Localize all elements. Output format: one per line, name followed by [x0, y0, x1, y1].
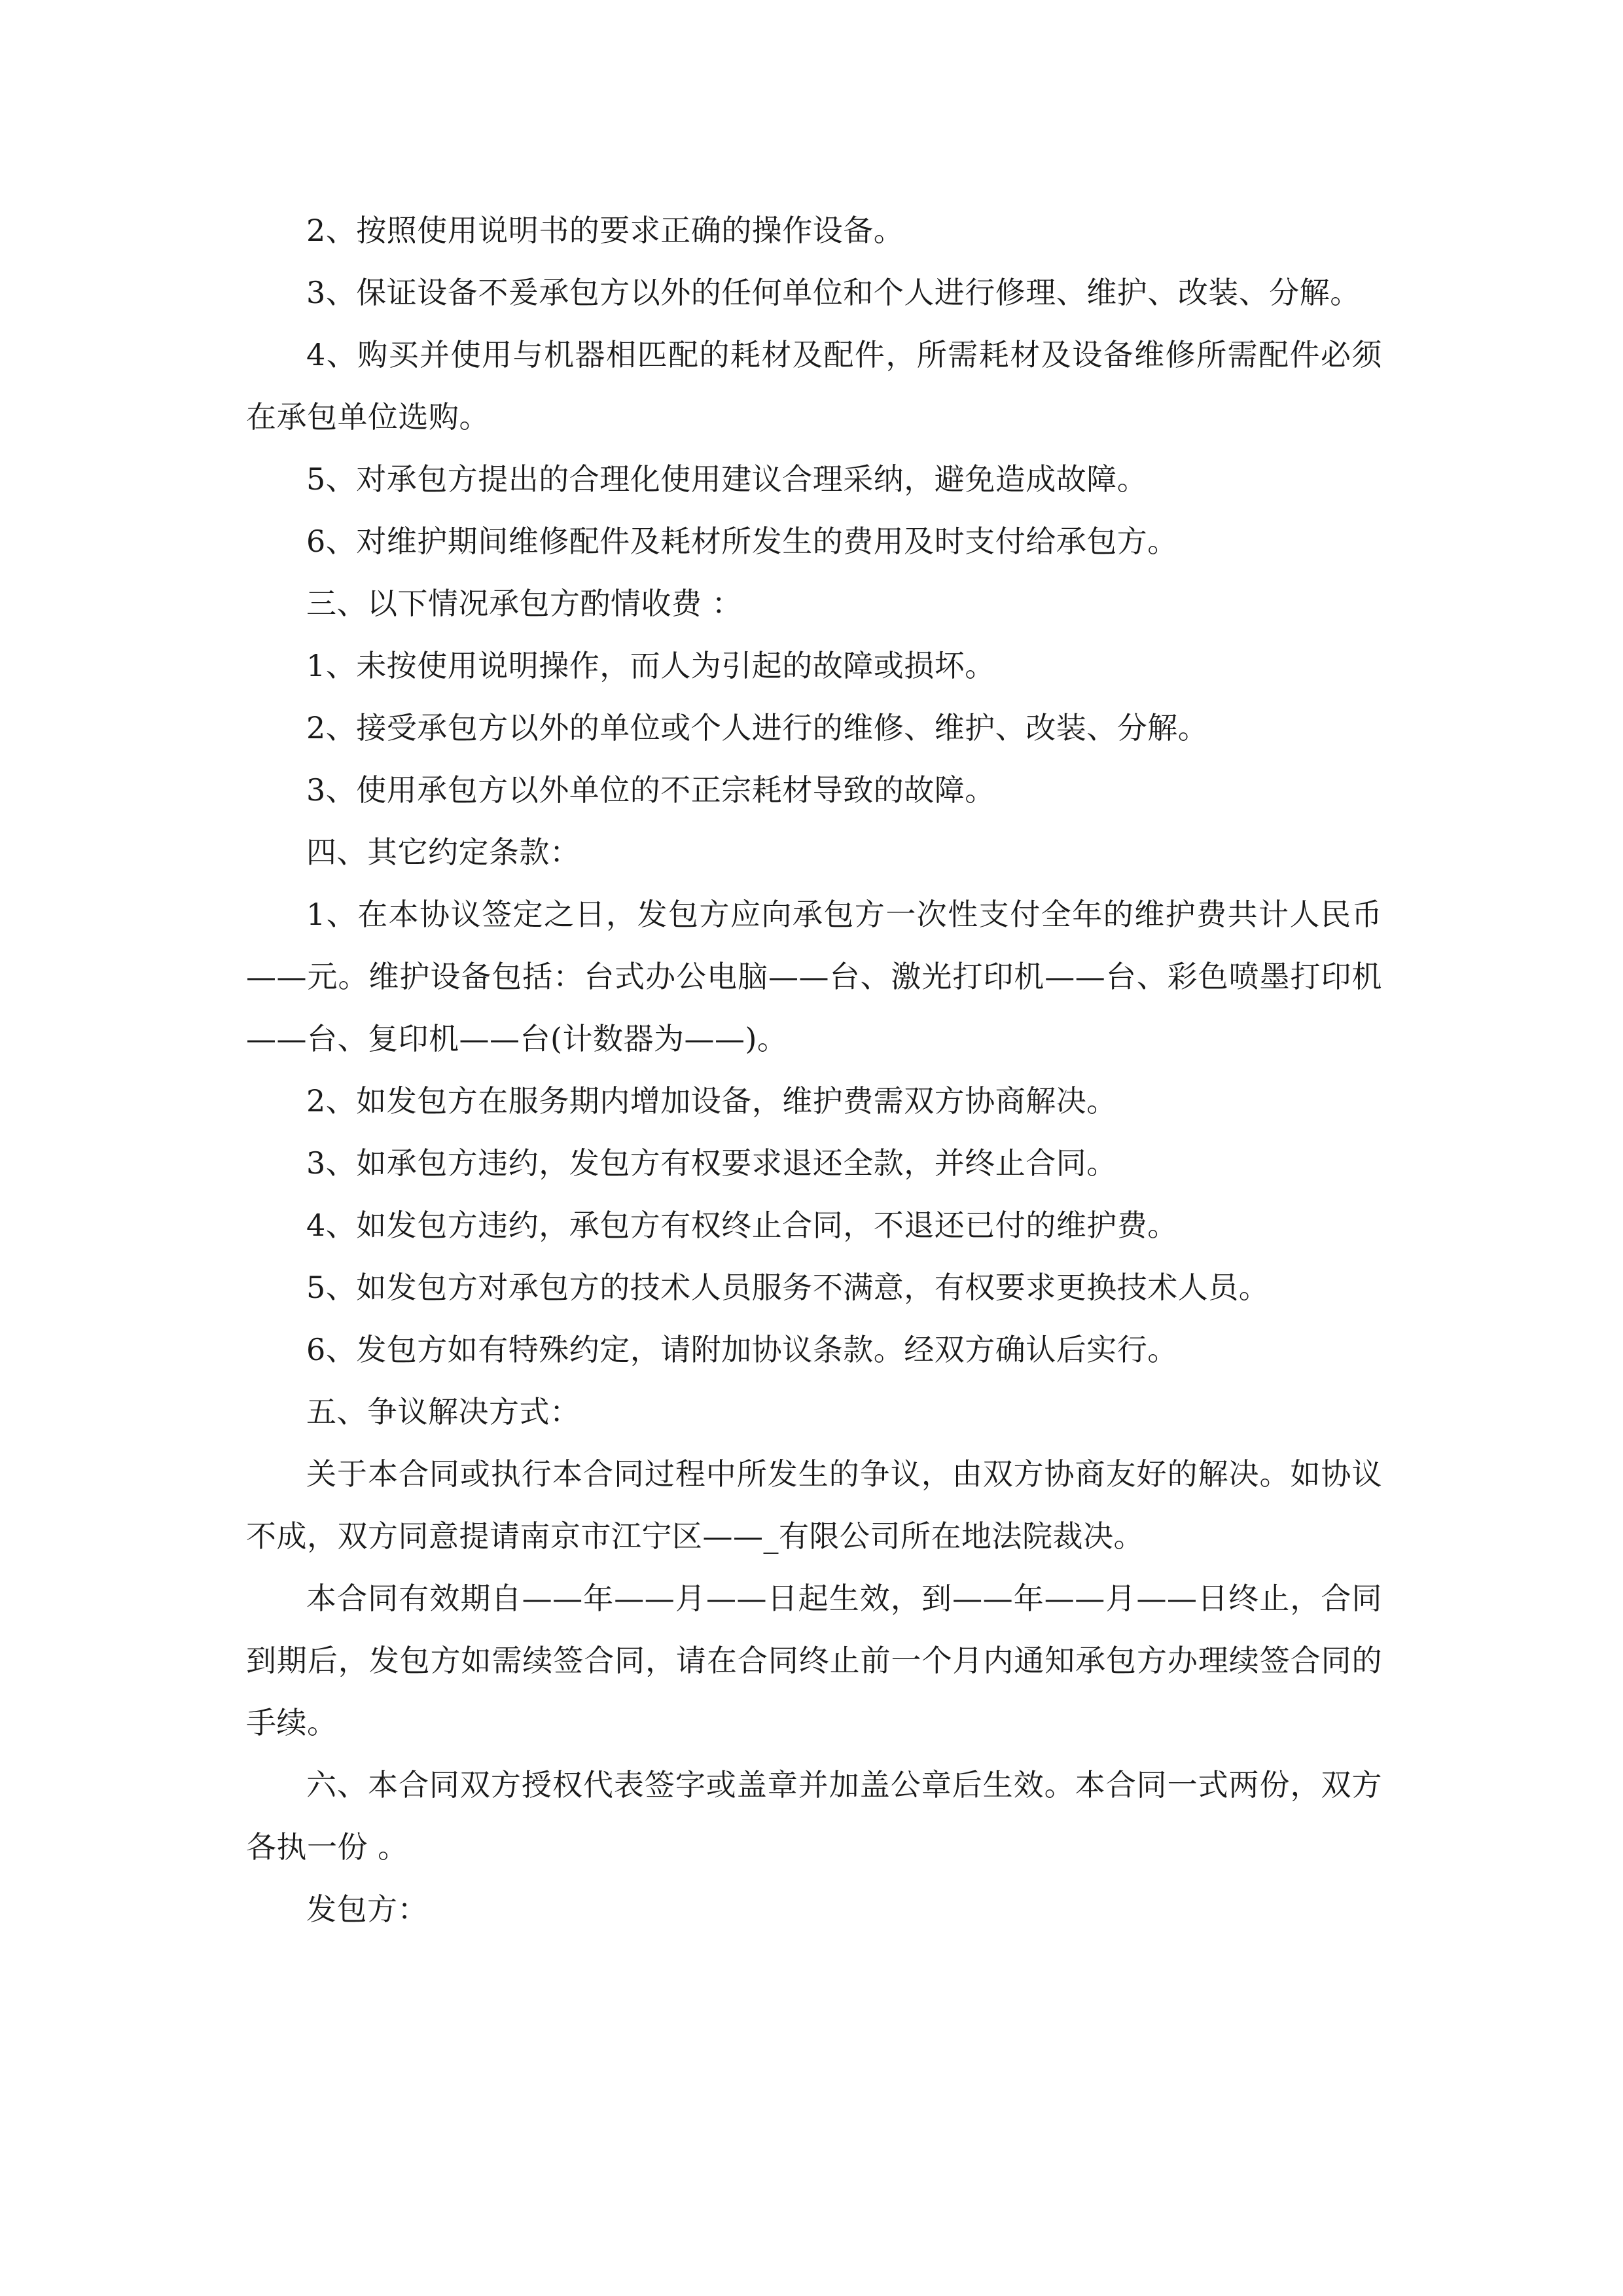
- term-replace-technician: 5、如发包方对承包方的技术人员服务不满意，有权要求更换技术人员。: [306, 1270, 1270, 1305]
- section-effective-clause: 六、本合同双方授权代表签字或盖章并加盖公章后生效。本合同一式两份，双方各执一份 。: [246, 1767, 1382, 1865]
- fee-case-third-party-service: 2、接受承包方以外的单位或个人进行的维修、维护、改装、分解。: [306, 710, 1209, 745]
- validity-period-text: 本合同有效期自——年——月——日起生效，到——年——月——日终止，合同到期后，发包方如需续签合同，请在合同终止前一个月内通知承包方办理续签合同的手续。: [246, 1581, 1382, 1740]
- section-heading-fees: 三、以下情况承包方酌情收费 ：: [306, 586, 743, 621]
- signature-party-a-label: 发包方：: [306, 1892, 428, 1927]
- clause-operate-correctly: 2、按照使用说明书的要求正确的操作设备。: [306, 213, 904, 248]
- document-body: [246, 200, 1382, 1941]
- section-heading-other-terms: 四、其它约定条款：: [306, 834, 580, 870]
- clause-adopt-suggestions: 5、对承包方提出的合理化使用建议合理采纳，避免造成故障。: [306, 461, 1148, 497]
- term-client-breach: 4、如发包方违约，承包方有权终止合同，不退还已付的维护费。: [306, 1208, 1178, 1243]
- clause-matching-consumables: 4、购买并使用与机器相匹配的耗材及配件，所需耗材及设备维修所需配件必须在承包单位选购。: [246, 337, 1382, 435]
- term-special-agreement: 6、发包方如有特殊约定，请附加协议条款。经双方确认后实行。: [306, 1332, 1178, 1367]
- clause-no-third-party-repair: 3、保证设备不爰承包方以外的任何单位和个人进行修理、维护、改装、分解。: [306, 275, 1361, 310]
- clause-timely-payment: 6、对维护期间维修配件及耗材所发生的费用及时支付给承包方。: [306, 524, 1178, 559]
- term-annual-fee: 1、在本协议签定之日，发包方应向承包方一次性支付全年的维护费共计人民币——元。维护设备包括：台式办公电脑——台、激光打印机——台、彩色喷墨打印机——台、复印机——台(计数器为——)。: [246, 897, 1382, 1056]
- fee-case-misoperation: 1、未按使用说明操作，而人为引起的故障或损坏。: [306, 648, 995, 683]
- fee-case-non-genuine-consumables: 3、使用承包方以外单位的不正宗耗材导致的故障。: [306, 772, 995, 808]
- section-heading-dispute: 五、争议解决方式：: [306, 1394, 580, 1429]
- term-added-equipment: 2、如发包方在服务期内增加设备，维护费需双方协商解决。: [306, 1083, 1117, 1119]
- term-contractor-breach: 3、如承包方违约，发包方有权要求退还全款，并终止合同。: [306, 1145, 1117, 1181]
- dispute-resolution-text: 关于本合同或执行本合同过程中所发生的争议，由双方协商友好的解决。如协议不成，双方同意提请南京市江宁区——_有限公司所在地法院裁决。: [246, 1456, 1382, 1554]
